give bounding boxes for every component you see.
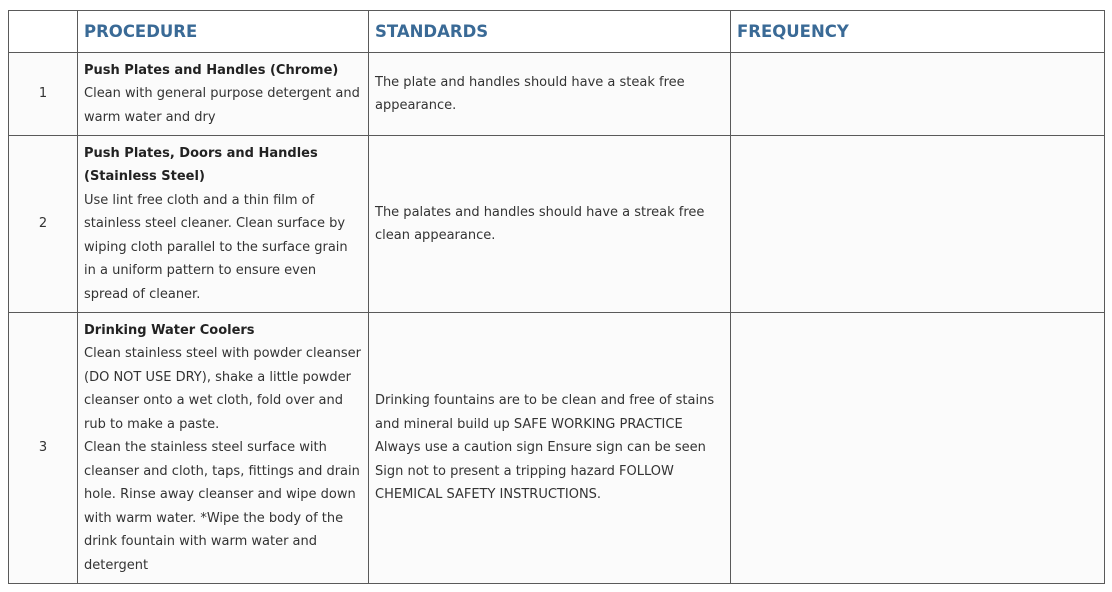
header-standards: STANDARDS — [369, 11, 731, 53]
table-header-row — [9, 11, 1105, 53]
standards-cell: The plate and handles should have a steak free appearance. — [369, 53, 731, 136]
procedure-cell — [78, 53, 369, 136]
procedure-title: Push Plates, Doors and Handles (Stainless Steel) — [84, 145, 318, 185]
procedure-table-container — [8, 10, 1105, 584]
standards-cell: Drinking fountains are to be clean and free of stains and mineral build up SAFE WORKING PRACTICE Always use a caution sign Ensure sign can be seen Sign not to present a tripping hazard FOLLOW CHEMICAL SAFETY INSTRUCTIONS. — [369, 313, 731, 584]
procedure-cell — [78, 313, 369, 584]
header-number — [9, 11, 78, 53]
row-number: 2 — [9, 136, 78, 313]
table-row — [9, 53, 1105, 136]
procedure-title: Push Plates and Handles (Chrome) — [84, 62, 339, 78]
table-row — [9, 313, 1105, 584]
procedure-title: Drinking Water Coolers — [84, 322, 255, 338]
row-number: 1 — [9, 53, 78, 136]
procedure-text: Clean stainless steel with powder cleanser (DO NOT USE DRY), shake a little powder cleanser onto a wet cloth, fold over and rub to make a paste. Clean the stainless steel surface with cleanser and cloth, taps, fittings and drain hole. Rinse away cleanser and wipe down with warm water. *Wipe the body of the drink fountain with warm water and detergent — [84, 346, 361, 573]
table-row — [9, 136, 1105, 313]
header-procedure: PROCEDURE — [78, 11, 369, 53]
header-frequency: FREQUENCY — [731, 11, 1105, 53]
standards-cell: The palates and handles should have a streak free clean appearance. — [369, 136, 731, 313]
frequency-cell — [731, 53, 1105, 136]
frequency-cell — [731, 313, 1105, 584]
cleaning-procedure-table — [8, 10, 1105, 584]
procedure-cell — [78, 136, 369, 313]
procedure-text: Clean with general purpose detergent and warm water and dry — [84, 86, 360, 125]
procedure-text: Use lint free cloth and a thin film of stainless steel cleaner. Clean surface by wiping cloth parallel to the surface grain in a uniform pattern to ensure even spread of cleaner. — [84, 192, 348, 302]
row-number: 3 — [9, 313, 78, 584]
frequency-cell — [731, 136, 1105, 313]
